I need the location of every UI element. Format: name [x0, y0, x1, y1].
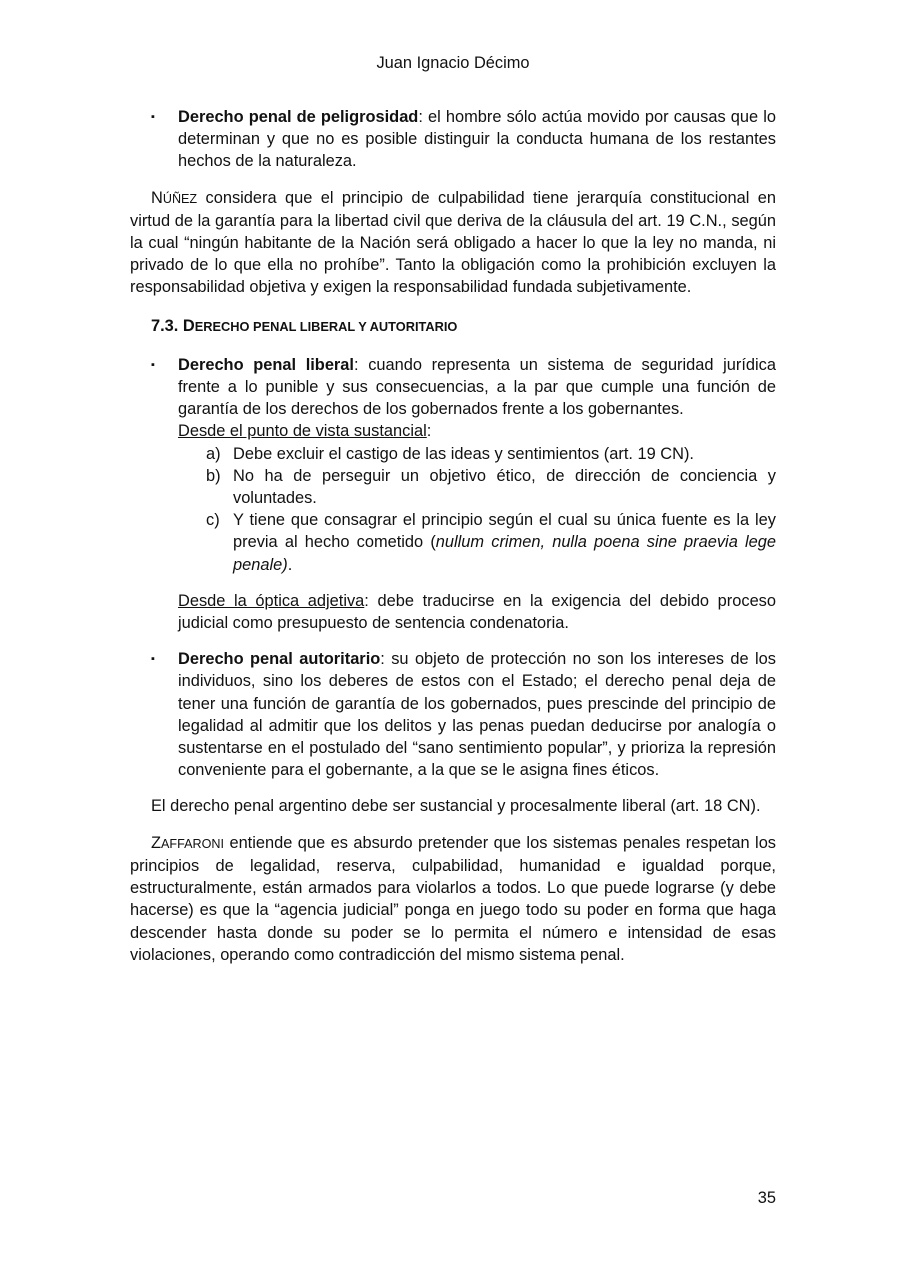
definition-liberal: : cuando representa un sistema de seguridad jurídica frente a lo punible y sus consecuencias, a la par que cumple una función de garantía de los derechos de los gobernados frente a los gobernantes.: [178, 355, 776, 419]
term-liberal: Derecho penal liberal: [178, 355, 354, 374]
bullet-liberal: [130, 354, 776, 634]
bullet-autoritario: [130, 648, 776, 781]
paragraph-zaffaroni-text: entiende que es absurdo pretender que los sistemas penales respetan los principios de legalidad, reserva, culpabilidad, humanidad e igualdad porque, estructuralmente, están armados para violarlos a todos. Lo que puede lograrse (y debe hacerse) es que la “agencia judicial” ponga en juego todo su poder en forma que haga descender hasta donde su poder se lo permita el número e intensidad de esas violaciones, operando como contradicción del mismo sistema penal.: [130, 833, 776, 964]
paragraph-adjetiva: Desde la óptica adjetiva: debe traducirse en la exigencia del debido proceso judicial como presupuesto de sentencia condenatoria.: [178, 591, 776, 633]
paragraph-nunez-text: considera que el principio de culpabilidad tiene jerarquía constitucional en virtud de la garantía para la libertad civil que deriva de la cláusula del art. 19 C.N., según la cual “ningún habitante de la Nación será obligado a hacer lo que la ley no manda, ni privado de lo que ella no prohíbe”. Tanto la obligación como la prohibición excluyen la responsabilidad objetiva y exigen la responsabilidad fundada subjetivamente.: [130, 188, 776, 297]
definition-peligrosidad: : el hombre sólo actúa movido por causas que lo determinan y que no es posible distinguir la conducta humana de los restantes hechos de la naturaleza.: [178, 108, 776, 171]
page-number: 35: [757, 1189, 776, 1207]
author-zaffaroni: ZAFFARONI: [151, 833, 224, 852]
bullet-autoritario-text: [178, 648, 776, 781]
square-bullet-icon: ▪: [151, 358, 155, 371]
page-body: [130, 106, 776, 966]
author-nunez: NÚÑEZ: [151, 188, 198, 207]
list-item: a) Debe excluir el castigo de las ideas y sentimientos (art. 19 CN).: [206, 444, 694, 463]
term-peligrosidad: Derecho penal de peligrosidad: [178, 108, 419, 126]
bullet-peligrosidad: [130, 106, 776, 173]
term-autoritario: Derecho penal autoritario: [178, 650, 381, 669]
bullet-peligrosidad-text: [178, 106, 776, 173]
paragraph-zaffaroni: [130, 832, 776, 966]
bullet-liberal-text: [178, 354, 776, 421]
sustancial-list: [178, 443, 776, 576]
square-bullet-icon: ▪: [151, 653, 155, 666]
paragraph-nunez: [130, 187, 776, 299]
definition-autoritario: : su objeto de protección no son los intereses de los individuos, sino los deberes de estos con el Estado; el derecho penal deja de tener una función de garantía de los gobernados, pues prescinde del principio de legalidad al admitir que los delitos y las penas puedan deducirse por analogía o sustentarse en el postulado del “sano sentimiento popular”, y prioriza la represión conveniente para el gobernante, a la que se le asigna fines éticos.: [178, 650, 776, 780]
section-heading-7-3: 7.3. DERECHO PENAL LIBERAL Y AUTORITARIO: [151, 316, 458, 335]
running-header: Juan Ignacio Décimo: [376, 54, 530, 72]
list-item: c) Y tiene que consagrar el principio según el cual su única fuente es la ley previa al hecho cometido (nullum crimen, nulla poena sine praevia lege penale).: [206, 511, 776, 574]
paragraph-argentino: El derecho penal argentino debe ser sustancial y procesalmente liberal (art. 18 CN).: [151, 797, 761, 816]
subheading-sustancial: Desde el punto de vista sustancial:: [178, 422, 432, 441]
list-item: b) No ha de perseguir un objetivo ético, de dirección de conciencia y voluntades.: [206, 466, 776, 508]
square-bullet-icon: ▪: [151, 111, 155, 123]
